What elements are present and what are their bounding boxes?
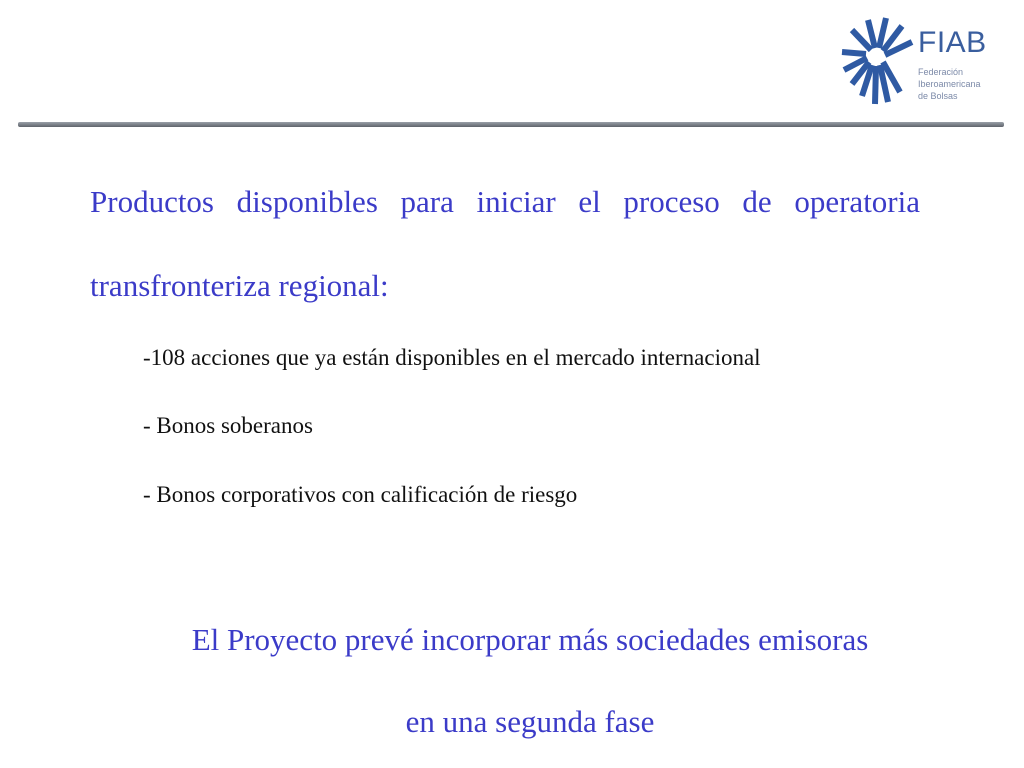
note-line-1: El Proyecto prevé incorporar más sociedades emisoras bbox=[191, 622, 869, 657]
logo-subtitle-line: de Bolsas bbox=[918, 91, 958, 101]
note-line-2: en una segunda fase bbox=[405, 704, 655, 739]
starburst-logo-icon bbox=[838, 14, 916, 108]
logo-name: FIAB bbox=[918, 26, 987, 59]
fiab-logo bbox=[838, 12, 1008, 112]
header-divider bbox=[18, 122, 1004, 127]
list-item-acciones: -108 acciones que ya están disponibles en el mercado internacional bbox=[143, 345, 761, 370]
logo-subtitle bbox=[918, 66, 1008, 102]
logo-subtitle-line: Iberoamericana bbox=[918, 79, 981, 89]
heading-line-1: Productos disponibles para iniciar el proceso de operatoria bbox=[90, 184, 920, 219]
list-item-bonos-corporativos: - Bonos corporativos con calificación de riesgo bbox=[143, 482, 578, 507]
list-item-bonos-soberanos: - Bonos soberanos bbox=[143, 413, 313, 438]
heading-line-2: transfronteriza regional: bbox=[90, 268, 389, 303]
logo-subtitle-line: Federación bbox=[918, 67, 964, 77]
